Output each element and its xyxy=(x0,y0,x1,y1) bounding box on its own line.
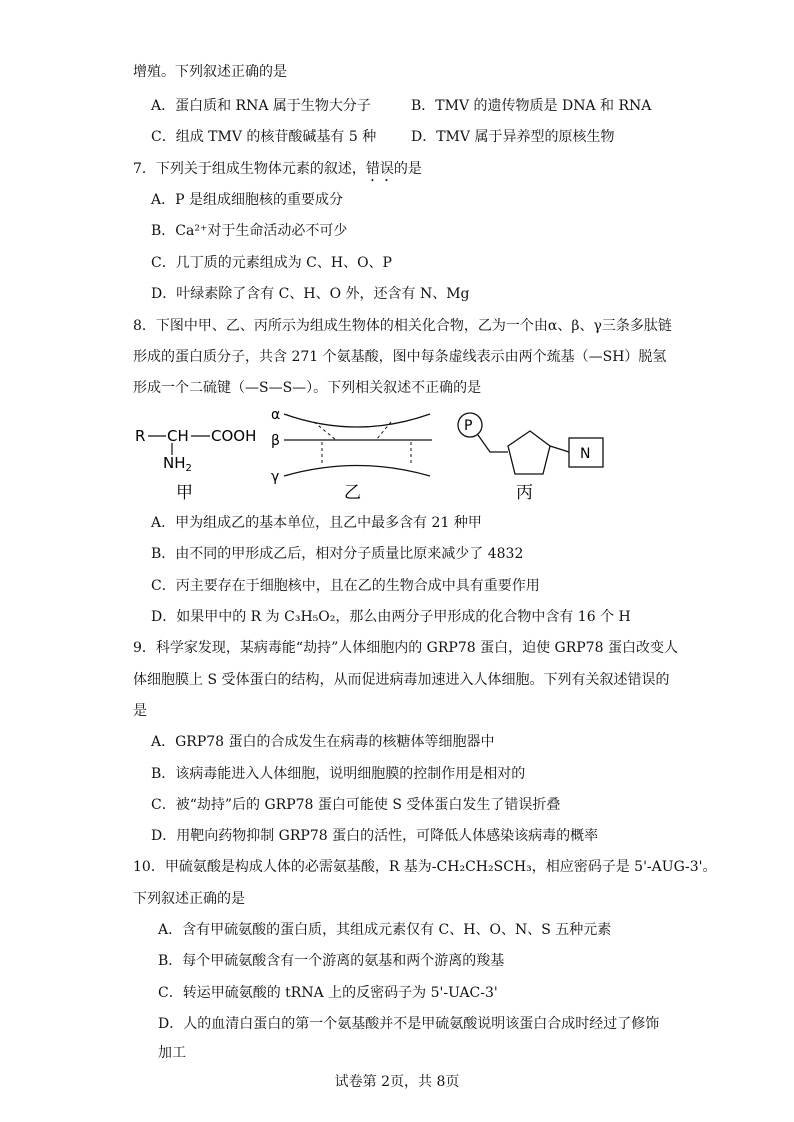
q8-option-b: B．由不同的甲形成乙后，相对分子质量比原来减少了 4832 xyxy=(151,546,524,562)
q10-stem-line-1: 10．甲硫氨酸是构成人体的必需氨基酸，R 基为-CH₂CH₂SCH₃，相应密码子是 5'-AUG-3'。 xyxy=(133,859,717,875)
q6-option-a: A．蛋白质和 RNA 属于生物大分子 xyxy=(151,98,371,114)
q7-option-b: B．Ca²⁺对于生命活动必不可少 xyxy=(151,223,348,239)
bing-label: 丙 xyxy=(516,483,533,503)
beta-label: β xyxy=(271,433,280,449)
gamma-label: γ xyxy=(271,469,280,485)
q10-option-d: D．人的血清白蛋白的第一个氨基酸并不是甲硫氨酸说明该蛋白合成时经过了修饰 xyxy=(158,1016,660,1032)
q8-stem-line-2: 形成的蛋白质分子，共含 271 个氨基酸，图中每条虚线表示由两个巯基（—SH）脱氢 xyxy=(133,349,667,365)
nucleotide-structure xyxy=(458,413,603,503)
q8-stem-line-3: 形成一个二硫键（—S—S—）。下列相关叙述不正确的是 xyxy=(133,380,482,396)
q7-stem-emphasis: 错误 xyxy=(365,161,394,177)
q7-stem-post: 的是 xyxy=(393,161,422,177)
q8-stem-line-1: 8．下图中甲、乙、丙所示为组成生物体的相关化合物，乙为一个由α、β、γ三条多肽链 xyxy=(133,318,672,334)
q8-option-a: A．甲为组成乙的基本单位，且乙中最多含有 21 种甲 xyxy=(151,515,482,531)
q8-option-c: C．丙主要存在于细胞核中，且在乙的生物合成中具有重要作用 xyxy=(151,578,540,594)
q8-option-d: D．如果甲中的 R 为 C₃H₅O₂，那么由两分子甲形成的化合物中含有 16 个 H xyxy=(151,609,631,625)
alpha-chain xyxy=(284,414,430,427)
q6-option-d: D．TMV 属于异养型的原核生物 xyxy=(411,129,615,145)
q7-option-c: C．几丁质的元素组成为 C、H、O、P xyxy=(151,255,392,271)
nh2-subscript: 2 xyxy=(185,463,192,474)
q10-option-d-continued: 加工 xyxy=(158,1045,186,1061)
q9-stem-line-3: 是 xyxy=(133,703,147,719)
q6-option-c: C．组成 TMV 的核苷酸碱基有 5 种 xyxy=(151,129,377,145)
yi-label: 乙 xyxy=(344,483,361,503)
alpha-label: α xyxy=(271,407,281,423)
cooh-text: COOH xyxy=(211,427,257,445)
gamma-chain xyxy=(284,466,430,477)
phosphate-label: P xyxy=(464,418,473,434)
amino-acid-structure xyxy=(135,427,256,503)
q10-option-a: A．含有甲硫氨酸的蛋白质，其组成元素仅有 C、H、O、N、S 五种元素 xyxy=(158,922,612,938)
ch-text: CH xyxy=(167,427,189,445)
q7-option-a: A．P 是组成细胞核的重要成分 xyxy=(151,192,343,208)
nh-text: NH xyxy=(163,454,186,472)
q7-stem-pre: 7．下列关于组成生物体元素的叙述， xyxy=(133,161,366,177)
q10-option-b: B．每个甲硫氨酸含有一个游离的氨基和两个游离的羧基 xyxy=(158,953,505,969)
q9-option-c: C．被“劫持”后的 GRP78 蛋白可能使 S 受体蛋白发生了错误折叠 xyxy=(151,797,561,813)
r-group-text: R xyxy=(135,427,146,445)
q7-option-d: D．叶绿素除了含有 C、H、O 外，还含有 N、Mg xyxy=(151,286,470,302)
phosphate-sugar-bond xyxy=(478,435,508,452)
jia-label: 甲 xyxy=(176,483,193,503)
q9-stem-line-1: 9．科学家发现，某病毒能“劫持”人体细胞内的 GRP78 蛋白，迫使 GRP78 蛋白改变人 xyxy=(133,640,678,656)
q9-option-d: D．用靶向药物抑制 GRP78 蛋白的活性，可降低人体感染该病毒的概率 xyxy=(151,828,599,844)
q9-option-a: A．GRP78 蛋白的合成发生在病毒的核糖体等细胞器中 xyxy=(151,734,495,750)
q6-stem-tail: 增殖。下列叙述正确的是 xyxy=(133,64,287,80)
protein-chains-diagram xyxy=(271,407,432,503)
sugar-base-bond xyxy=(550,446,569,452)
q10-stem-line-2: 下列叙述正确的是 xyxy=(133,891,245,907)
q9-stem-line-2: 体细胞膜上 S 受体蛋白的结构，从而促进病毒加速进入人体细胞。下列有关叙述错误的 xyxy=(133,672,670,688)
q9-option-b: B．该病毒能进入人体细胞，说明细胞膜的控制作用是相对的 xyxy=(151,766,526,782)
base-label: N xyxy=(580,446,591,462)
pentose-ring xyxy=(508,431,550,474)
q10-option-c: C．转运甲硫氨酸的 tRNA 上的反密码子为 5'-UAC-3' xyxy=(158,985,498,1001)
nh2-text xyxy=(163,454,192,474)
q6-option-b: B．TMV 的遗传物质是 DNA 和 RNA xyxy=(411,98,652,114)
page-footer: 试卷第 2页，共 8页 xyxy=(334,1074,460,1090)
